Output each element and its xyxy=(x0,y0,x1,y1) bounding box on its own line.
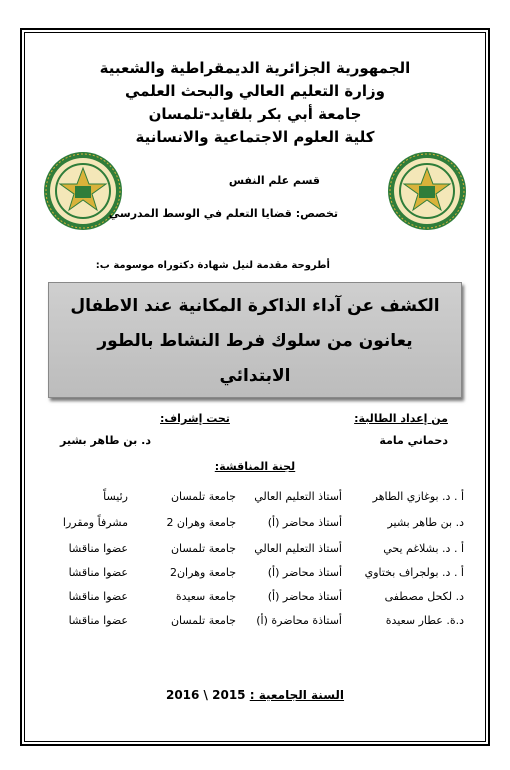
member-name: أ . د. بولجراف بختاوي xyxy=(364,566,464,579)
faculty-heading: كلية العلوم الاجتماعية والانسانية xyxy=(135,128,375,146)
member-university: جامعة تلمسان xyxy=(170,614,236,627)
member-university: جامعة تلمسان xyxy=(170,490,236,503)
member-role: رئيساً xyxy=(103,490,128,503)
committee-row xyxy=(44,490,464,508)
ministry-heading: وزارة التعليم العالي والبحث العلمي xyxy=(124,82,386,100)
member-role: عضوا مناقشا xyxy=(68,566,128,579)
specialty-label: تخصص: قضايا التعلم في الوسط المدرسي xyxy=(108,207,338,220)
university-seal-right-icon xyxy=(386,150,468,232)
thesis-label: أطروحة مقدمة لنيل شهادة دكتوراه موسومة ب: xyxy=(95,260,330,271)
member-name: د.ة. عطار سعيدة xyxy=(385,614,464,627)
supervisor-name: د. بن طاهر بشير xyxy=(60,434,151,447)
member-role: عضوا مناقشا xyxy=(68,614,128,627)
committee-row xyxy=(44,516,464,534)
committee-row xyxy=(44,614,464,632)
academic-year-label: السنة الجامعية : xyxy=(249,688,345,702)
committee-row xyxy=(44,566,464,584)
member-university: جامعة تلمسان xyxy=(170,542,236,555)
committee-row xyxy=(44,590,464,608)
member-role: مشرفاً ومقررا xyxy=(62,516,128,529)
committee-title: لجنة المناقشة: xyxy=(214,460,296,473)
member-name: أ . د. بشلاغم يحي xyxy=(383,542,464,555)
student-name: دحماني مامة xyxy=(379,434,448,447)
supervision-label: تحت إشراف: xyxy=(160,412,230,425)
academic-year xyxy=(0,688,510,702)
university-heading: جامعة أبي بكر بلقايد-تلمسان xyxy=(148,105,362,123)
thesis-title-line-2: يعانون من سلوك فرط النشاط بالطور xyxy=(97,331,413,351)
member-name: د. بن طاهر بشير xyxy=(387,516,464,529)
member-rank: أستاذ محاضر (أ) xyxy=(267,516,342,529)
member-role: عضوا مناقشا xyxy=(68,590,128,603)
thesis-title-line-3: الابتدائي xyxy=(219,366,291,386)
member-name: أ . د. بوغازي الطاهر xyxy=(372,490,464,503)
member-role: عضوا مناقشا xyxy=(68,542,128,555)
member-rank: أستاذ التعليم العالي xyxy=(254,542,342,555)
prepared-by-label: من إعداد الطالبة: xyxy=(354,412,448,425)
academic-year-value: 2015 \ 2016 xyxy=(165,688,246,702)
committee-row xyxy=(44,542,464,560)
thesis-title-line-1: الكشف عن آداء الذاكرة المكانية عند الاطفال xyxy=(70,296,440,316)
member-university: جامعة وهران 2 xyxy=(166,516,236,529)
member-university: جامعة سعيدة xyxy=(175,590,236,603)
member-rank: أستاذة محاضرة (أ) xyxy=(256,614,342,627)
member-rank: أستاذ التعليم العالي xyxy=(254,490,342,503)
department-label: قسم علم النفس xyxy=(228,174,320,187)
member-rank: أستاذ محاضر (أ) xyxy=(267,566,342,579)
member-name: د. لكحل مصطفى xyxy=(384,590,464,603)
member-university: جامعة وهران2 xyxy=(169,566,236,579)
republic-heading: الجمهورية الجزائرية الديمقراطية والشعبية xyxy=(99,59,411,77)
member-rank: أستاذ محاضر (أ) xyxy=(267,590,342,603)
